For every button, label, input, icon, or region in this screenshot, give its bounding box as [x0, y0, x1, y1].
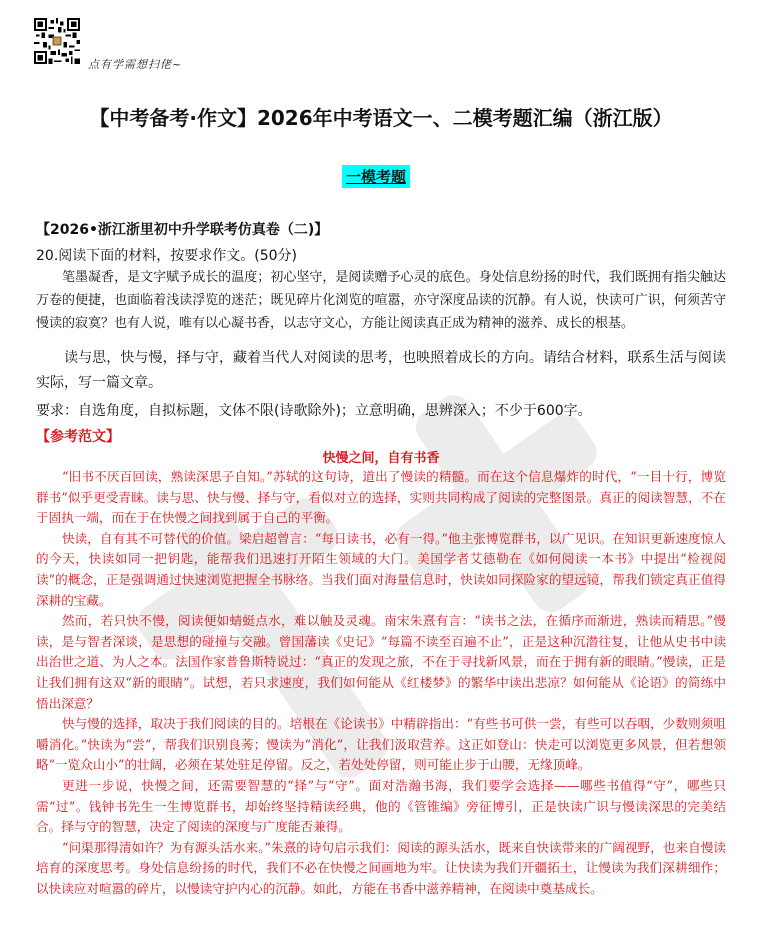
- essay-body: [36, 467, 726, 899]
- question-requirements: 要求：自选角度，自拟标题，文体不限(诗歌除外)；立意明确，思辨深入；不少于600字。: [36, 403, 592, 419]
- essay-paragraph: 快与慢的选择，取决于我们阅读的目的。培根在《论读书》中精辟指出：“有些书可供一尝，有些可以吞咽，少数则须咀嚼消化。”快读为“尝”，帮我们识别良莠；慢读为“消化”，让我们汲取营养。这正如登山：快走可以浏览更多风景，但若想领略“一览众山小”的壮阔，必须在某处驻足停留。反之，若处处停留，则可能止步于山腰，无缘顶峰。: [36, 716, 726, 773]
- section-heading: 一模考题: [342, 165, 410, 188]
- reference-label: 【参考范文】: [36, 429, 120, 445]
- question-material: 笔墨凝香，是文字赋予成长的温度；初心坚守，是阅读赠予心灵的底色。身处信息纷扬的时代，我们既拥有指尖触达万卷的便捷，也面临着浅读浮览的迷茫；既见碎片化浏览的喧嚣，亦守深度品读的沉静。有人说，快读可广识，何须苦守慢读的寂寞？也有人说，唯有以心凝书香，以志守文心，方能让阅读真正成为精神的滋养、成长的根基。: [36, 270, 726, 331]
- essay-paragraph: 快读，自有其不可替代的价值。梁启超曾言：“每日读书，必有一得。”他主张博览群书，以广见识。在知识更新速度惊人的今天，快读如同一把钥匙，能帮我们迅速打开陌生领域的大门。美国学者艾德勒在《如何阅读一本书》中提出“检视阅读”的概念，正是强调通过快速浏览把握全书脉络。当我们面对海量信息时，快读如同探险家的望远镜，帮我们锁定真正值得深耕的宝藏。: [36, 530, 726, 608]
- essay-title: 快慢之间，自有书香: [322, 451, 440, 466]
- essay-paragraph: “问渠那得清如许？为有源头活水来。”朱熹的诗句启示我们：阅读的源头活水，既来自快读带来的广阔视野，也来自慢读培育的深度思考。身处信息纷扬的时代，我们不必在快慢之间画地为牢。让快读为我们开疆拓土，让慢读为我们深耕细作；以快读应对喧嚣的碎片，以慢读守护内心的沉静。如此，方能在书香中滋养精神，在阅读中奠基成长。: [36, 839, 726, 896]
- essay-paragraph: 更进一步说，快慢之间，还需要智慧的“择”与“守”。面对浩瀚书海，我们要学会选择——哪些书值得“守”，哪些只需“过”。钱钟书先生一生博览群书，却始终坚持精读经典，他的《管锥编》旁征博引，正是快读广识与慢读深思的完美结合。择与守的智慧，决定了阅读的深度与广度能否兼得。: [36, 777, 726, 835]
- essay-paragraph: 然而，若只快不慢，阅读便如蜻蜓点水，难以触及灵魂。南宋朱熹有言：“读书之法，在循序而渐进，熟读而精思。”慢读，是与智者深谈，是思想的碰撞与交融。曾国藩读《史记》“每篇不读至百遍不止”，正是这种沉潜往复，让他从史书中读出治世之道、为人之本。法国作家普鲁斯特说过：“真正的发现之旅，不在于寻找新风景，而在于拥有新的眼睛。”慢读，正是让我们拥有这双“新的眼睛”。试想，若只求速度，我们如何能从《红楼梦》的繁华中读出悲凉？如何能从《论语》的简练中悟出深意？: [36, 613, 726, 711]
- qr-caption: 点有学需想扫佬~: [88, 58, 183, 71]
- page-title: 【中考备考·作文】2026年中考语文一、二模考题汇编（浙江版）: [89, 106, 673, 130]
- qr-code-icon[interactable]: [34, 18, 80, 64]
- question-number-line: 20.阅读下面的材料，按要求作文。(50分): [36, 248, 298, 264]
- essay-paragraph: “旧书不厌百回读，熟读深思子自知。”苏轼的这句诗，道出了慢读的精髓。而在这个信息爆炸的时代，“一目十行，博览群书”似乎更受青睐。读与思、快与慢、择与守，看似对立的选择，实则共同构成了阅读的完整图景。真正的阅读智慧，不在于固执一端，而在于在快慢之间找到属于自己的平衡。: [36, 469, 726, 526]
- question-prompt: 读与思，快与慢，择与守，藏着当代人对阅读的思考，也映照着成长的方向。请结合材料，联系生活与阅读实际，写一篇文章。: [36, 350, 726, 391]
- exam-source: 【2026•浙江浙里初中升学联考仿真卷（二)】: [36, 222, 329, 238]
